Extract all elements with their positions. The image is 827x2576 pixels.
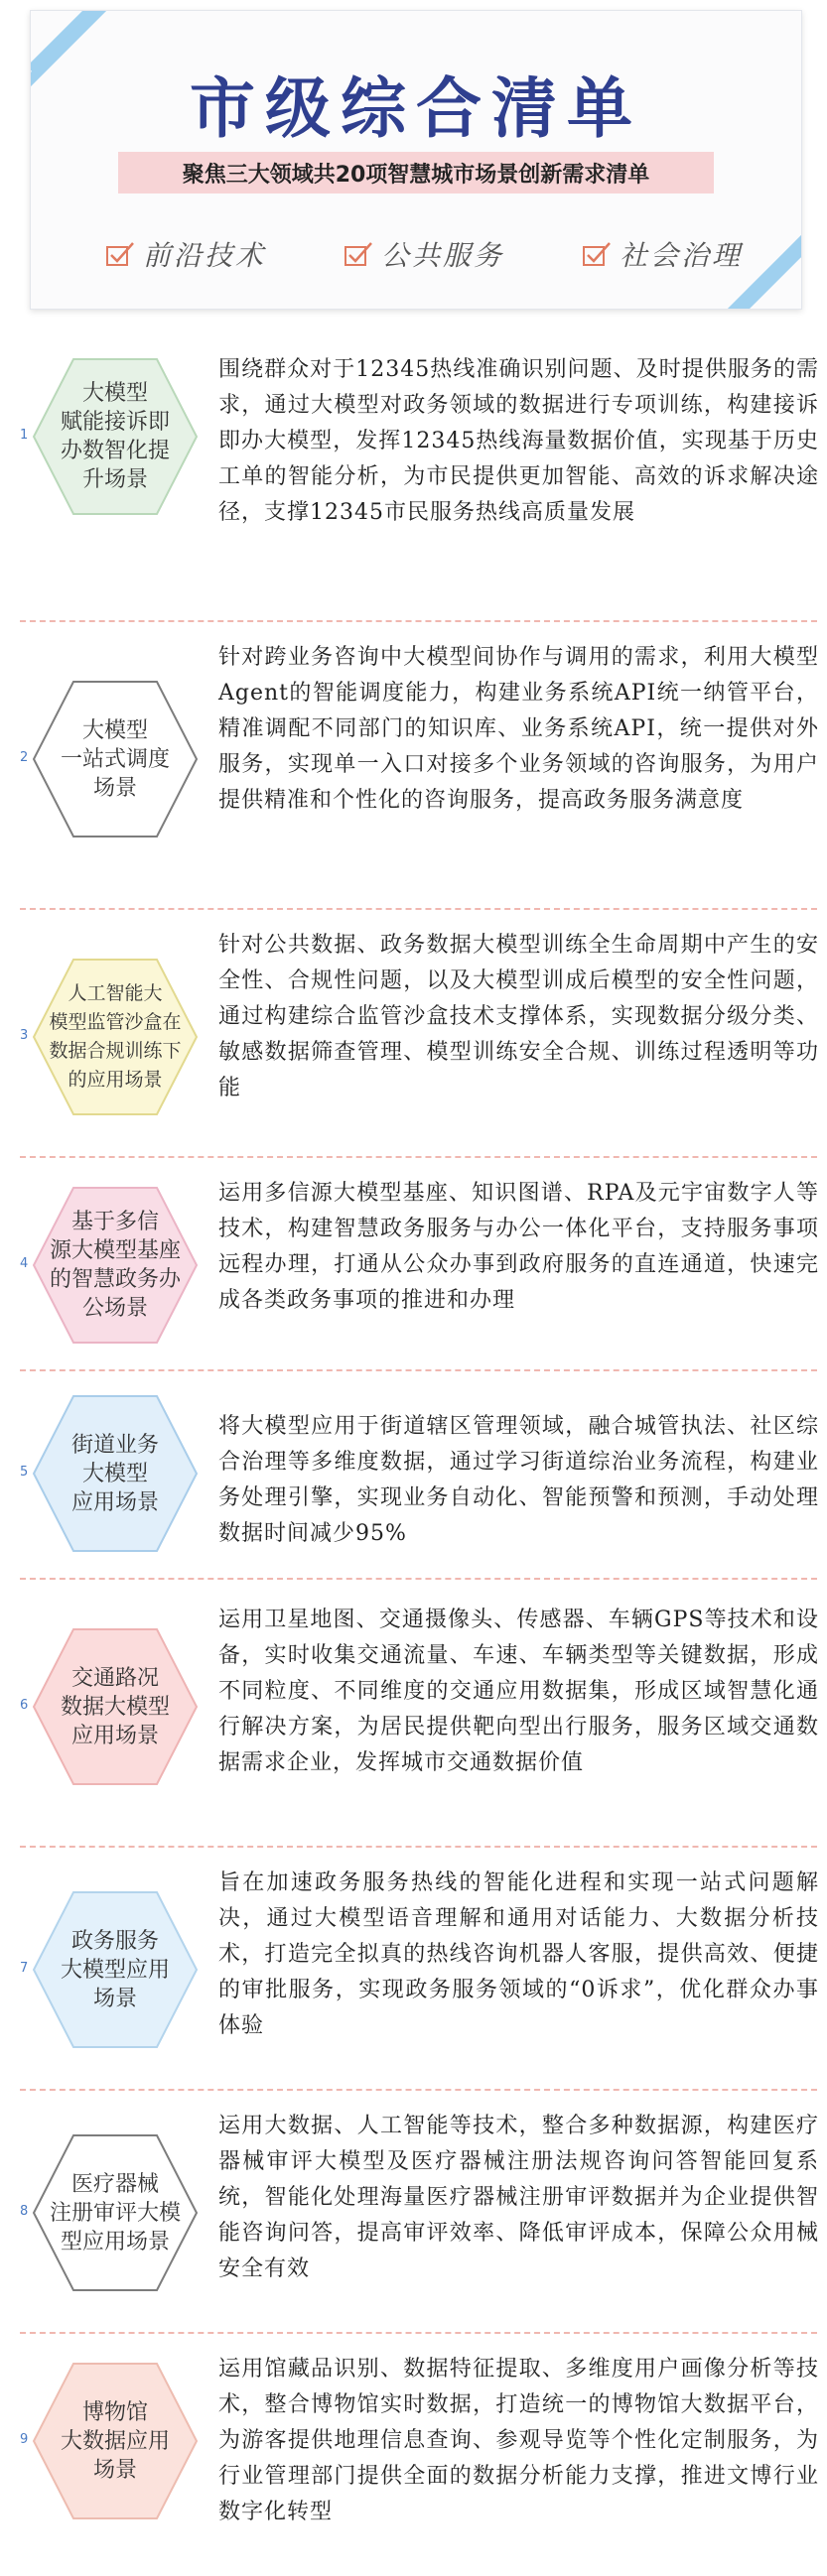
item-description: 围绕群众对于12345热线准确识别问题、及时提供服务的需求，通过大模型对政务领域的数据进行专项训练，构建接诉即办大模型，发挥12345热线海量数据价值，实现基于历史工单的智能分析，为市民提供更加智能、高效的诉求解决途径，支撑12345市民服务热线高质量发展 xyxy=(218,357,819,525)
item-description: 针对跨业务咨询中大模型间协作与调用的需求，利用大模型Agent的智能调度能力，构建业务系统API统一纳管平台，精准调配不同部门的知识库、业务系统API，统一提供对外服务，实现单一入口对接多个业务领域的咨询服务，为用户提供精准和个性化的咨询服务，提高政务服务满意度 xyxy=(218,645,819,813)
item-label: 基于多信 源大模型基座 的智慧政务办 公场景 xyxy=(49,1210,181,1321)
item-description: 运用多信源大模型基座、知识图谱、RPA及元宇宙数字人等技术，构建智慧政务服务与办公一体化平台，支持服务事项远程办理，打通从公众办事到政府服务的直连通道，快速完成各类政务事项的推进和办理 xyxy=(218,1181,819,1313)
item-description: 运用大数据、人工智能等技术，整合多种数据源，构建医疗器械审评大模型及医疗器械注册法规咨询问答智能回复系统，智能化处理海量医疗器械注册审评数据并为企业提供智能咨询问答，提高审评效率、降低审评成本，保障公众用械安全有效 xyxy=(218,2114,819,2281)
dashed-divider xyxy=(20,2332,817,2334)
dashed-divider xyxy=(20,1846,817,1848)
item-number: 7 xyxy=(20,1961,29,1976)
tag-frontier-tech xyxy=(105,234,266,274)
dashed-divider xyxy=(20,1156,817,1158)
item-number: 5 xyxy=(20,1465,29,1480)
item-description: 针对公共数据、政务数据大模型训练全生命周期中产生的安全性、合规性问题，以及大模型训成后模型的安全性问题，通过构建综合监管沙盒技术支撑体系，实现数据分级分类、敏感数据筛查管理、模型训练安全合规、训练过程透明等功能 xyxy=(218,933,819,1100)
item-description: 旨在加速政务服务热线的智能化进程和实现一站式问题解决，通过大模型语音理解和通用对话能力、大数据分析技术，打造完全拟真的热线咨询机器人客服，提供高效、便捷的审批服务，实现政务服务领域的“0诉求”，优化群众办事体验 xyxy=(218,1870,819,2038)
item-label: 大模型 一站式调度 场景 xyxy=(60,717,170,801)
item-label: 人工智能大 模型监管沙盒在 数据合规训练下 的应用场景 xyxy=(49,982,182,1091)
dashed-divider xyxy=(20,908,817,910)
header-card xyxy=(30,10,802,310)
item-description: 运用馆藏品识别、数据特征提取、多维度用户画像分析等技术，整合博物馆实时数据，打造统一的博物馆大数据平台，为游客提供地理信息查询、参观导览等个性化定制服务，为行业管理部门提供全面的数据分析能力支撑，推进文博行业数字化转型 xyxy=(218,2357,819,2524)
item-description: 将大模型应用于街道辖区管理领域，融合城管执法、社区综合治理等多维度数据，通过学习街道综治业务流程，构建业务处理引擎，实现业务自动化、智能预警和预测，手动处理数据时间减少95% xyxy=(218,1414,819,1546)
tag-label: 社会治理 xyxy=(620,239,744,272)
dashed-divider xyxy=(20,1369,817,1371)
item-number: 2 xyxy=(20,750,29,765)
item-label: 交通路况 数据大模型 应用场景 xyxy=(60,1665,170,1748)
item-number: 6 xyxy=(20,1698,29,1713)
checkbox-check-icon xyxy=(582,239,612,269)
item-number: 4 xyxy=(20,1256,29,1271)
item-label: 政务服务 大模型应用 场景 xyxy=(60,1928,170,2011)
tag-label: 前沿技术 xyxy=(143,239,267,272)
item-number: 8 xyxy=(20,2204,29,2219)
tag-social-governance xyxy=(582,234,743,274)
item-number: 1 xyxy=(20,428,29,443)
dashed-divider xyxy=(20,2089,817,2091)
page-subtitle: 聚焦三大领域共20项智慧城市场景创新需求清单 xyxy=(182,163,650,188)
checkbox-check-icon xyxy=(344,239,373,269)
tag-label: 公共服务 xyxy=(381,239,505,272)
item-label: 医疗器械 注册审评大模 型应用场景 xyxy=(49,2171,181,2254)
item-description: 运用卫星地图、交通摄像头、传感器、车辆GPS等技术和设备，实时收集交通流量、车速、车辆类型等关键数据，形成不同粒度、不同维度的交通应用数据集，形成区域智慧化通行解决方案，为居民提供靶向型出行服务，服务区域交通数据需求企业，发挥城市交通数据价值 xyxy=(218,1608,819,1775)
item-label: 博物馆 大数据应用 场景 xyxy=(60,2399,170,2483)
item-label: 大模型 赋能接诉即 办数智化提 升场景 xyxy=(60,381,170,492)
checkbox-check-icon xyxy=(105,239,135,269)
tag-public-service xyxy=(344,234,504,274)
dashed-divider xyxy=(20,1578,817,1580)
item-number: 3 xyxy=(20,1028,29,1043)
item-label: 街道业务 大模型 应用场景 xyxy=(70,1432,159,1515)
item-number: 9 xyxy=(20,2432,29,2447)
dashed-divider xyxy=(20,620,817,622)
page-title: 市级综合清单 xyxy=(190,69,642,147)
category-tags xyxy=(105,234,780,274)
